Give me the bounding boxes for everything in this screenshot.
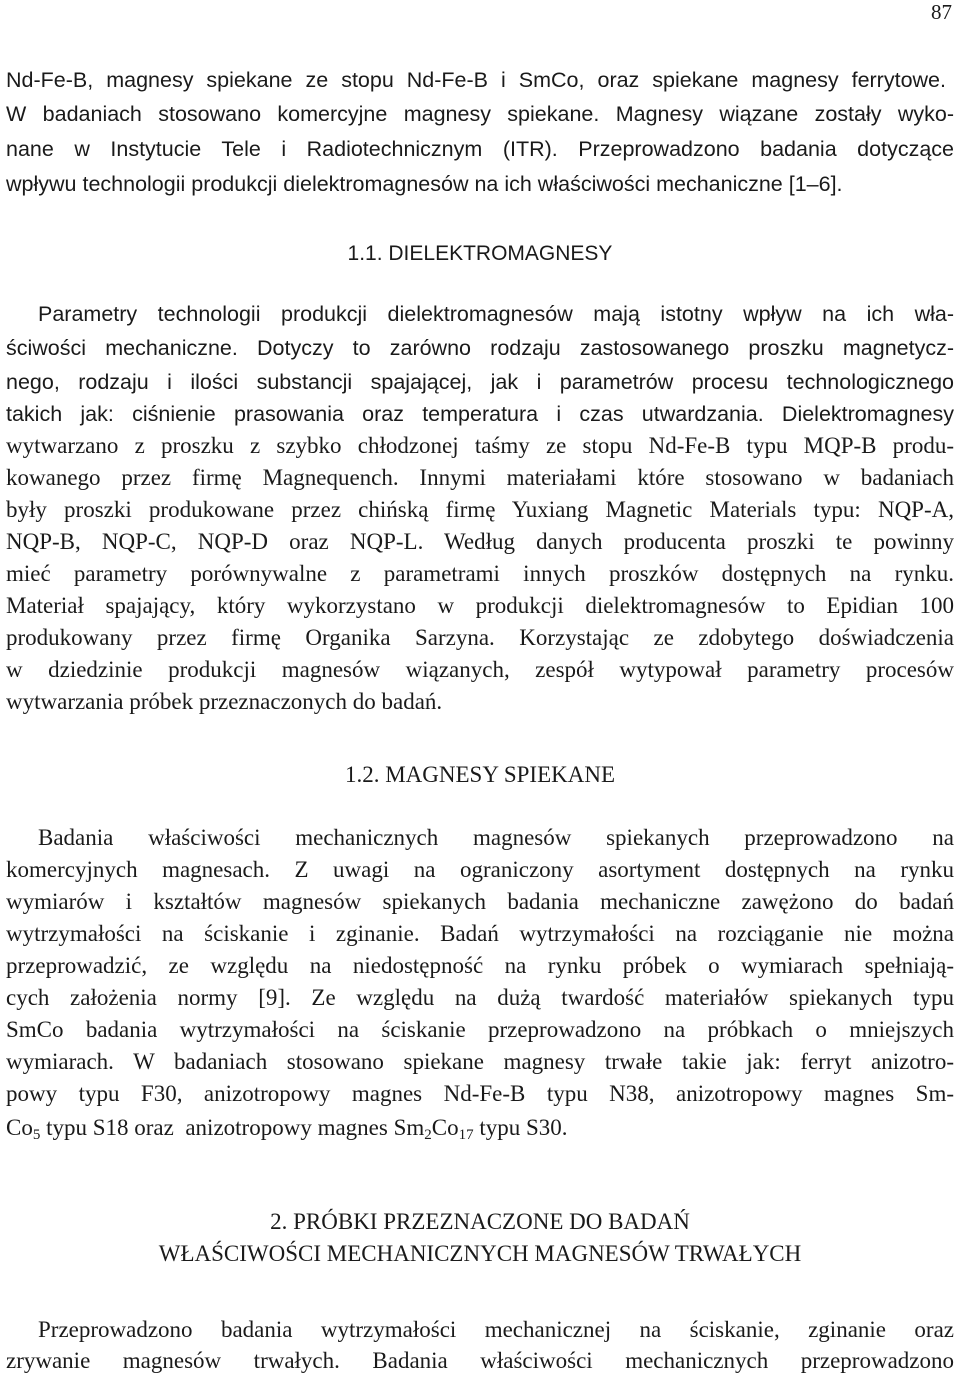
paragraph-line: wytwarzano z proszku z szybko chłodzonej taśmy ze stopu Nd-Fe-B typu MQP-B produ-: [6, 433, 954, 458]
paragraph-line: takich jak: ciśnienie prasowania oraz temperatura i czas utwardzania. Dielektromagnesy: [6, 402, 954, 426]
paragraph-line: były proszki produkowane przez chińską firmę Yuxiang Magnetic Materials typu: NQP-A,: [6, 497, 954, 522]
paragraph-line-formula: [6, 1112, 954, 1144]
paragraph-line: wymiarów i kształtów magnesów spiekanych badania mechaniczne zawężono do badań: [6, 889, 954, 914]
paragraph-line: Materiał spajający, który wykorzystano w produkcji dielektromagnesów to Epidian 100: [6, 593, 954, 618]
paragraph-line: zrywanie magnesów trwałych. Badania właściwości mechanicznych przeprowadzono: [6, 1348, 954, 1373]
intro-line: nane w Instytucie Tele i Radiotechnicznym (ITR). Przeprowadzono badania dotyczące: [6, 137, 954, 161]
subscript: 2: [424, 1127, 432, 1143]
paragraph-line: w dziedzinie produkcji magnesów wiązanych, zespół wytypował parametry procesów: [6, 657, 954, 682]
section-heading-2-line2: WŁAŚCIWOŚCI MECHANICZNYCH MAGNESÓW TRWAŁYCH: [158, 1241, 802, 1266]
paragraph-line: cych założenia normy [9]. Ze względu na dużą twardość materiałów spiekanych typu: [6, 985, 954, 1010]
intro-line: wpływu technologii produkcji dielektromagnesów na ich właściwości mechaniczne [1–6].: [6, 172, 843, 196]
paragraph-line: wytrzymałości na ściskanie i zginanie. Badań wytrzymałości na rozciąganie nie można: [6, 921, 954, 946]
paragraph-line: kowanego przez firmę Magnequench. Innymi materiałami które stosowano w badaniach: [6, 465, 954, 490]
intro-line: W badaniach stosowano komercyjne magnesy spiekane. Magnesy wiązane zostały wyko-: [6, 102, 954, 126]
formula-text: Co: [431, 1115, 459, 1140]
section-heading-1-2: 1.2. MAGNESY SPIEKANE: [344, 762, 616, 787]
paragraph-line: Badania właściwości mechanicznych magnesów spiekanych przeprowadzono na: [38, 825, 954, 850]
formula-text: typu S30.: [473, 1115, 568, 1140]
paragraph-line: produkowany przez firmę Organika Sarzyna. Korzystając ze zdobytego doświadczenia: [6, 625, 954, 650]
subscript: 17: [458, 1127, 474, 1143]
paragraph-line: wymiarach. W badaniach stosowano spiekane magnesy trwałe takie jak: ferryt anizotro-: [6, 1049, 954, 1074]
paragraph-line: przeprowadzić, ze względu na niedostępność na rynku próbek o wymiarach spełniają-: [6, 953, 954, 978]
paragraph-line: Przeprowadzono badania wytrzymałości mechanicznej na ściskanie, zginanie oraz: [38, 1317, 954, 1342]
subscript: 5: [32, 1127, 41, 1143]
intro-line: Nd-Fe-B, magnesy spiekane ze stopu Nd-Fe-B i SmCo, oraz spiekane magnesy ferrytowe.: [6, 68, 946, 92]
section-heading-2-line1: 2. PRÓBKI PRZEZNACZONE DO BADAŃ: [270, 1209, 690, 1234]
section-heading-1-1: 1.1. DIELEKTROMAGNESY: [347, 242, 613, 265]
paragraph-line: powy typu F30, anizotropowy magnes Nd-Fe-B typu N38, anizotropowy magnes Sm-: [6, 1081, 954, 1106]
paragraph-line: Parametry technologii produkcji dielektromagnesów mają istotny wpływ na ich wła-: [38, 302, 954, 326]
formula-text: typu S18 oraz anizotropowy magnes Sm: [40, 1115, 425, 1140]
formula-text: Co: [6, 1115, 33, 1140]
paragraph-line: mieć parametry porównywalne z parametrami innych proszków dostępnych na rynku.: [6, 561, 954, 586]
paragraph-line: nego, rodzaju i ilości substancji spajającej, jak i parametrów procesu technologicznego: [6, 370, 954, 394]
paragraph-line: ściwości mechaniczne. Dotyczy to zarówno rodzaju zastosowanego proszku magnetycz-: [6, 336, 954, 360]
paragraph-line: SmCo badania wytrzymałości na ściskanie przeprowadzono na próbkach o mniejszych: [6, 1017, 954, 1042]
page-number: 87: [931, 0, 952, 24]
paragraph-line: komercyjnych magnesach. Z uwagi na ograniczony asortyment dostępnych na rynku: [6, 857, 954, 882]
paragraph-line: NQP-B, NQP-C, NQP-D oraz NQP-L. Według danych producenta proszki te powinny: [6, 529, 954, 554]
paragraph-line: wytwarzania próbek przeznaczonych do badań.: [6, 689, 443, 714]
